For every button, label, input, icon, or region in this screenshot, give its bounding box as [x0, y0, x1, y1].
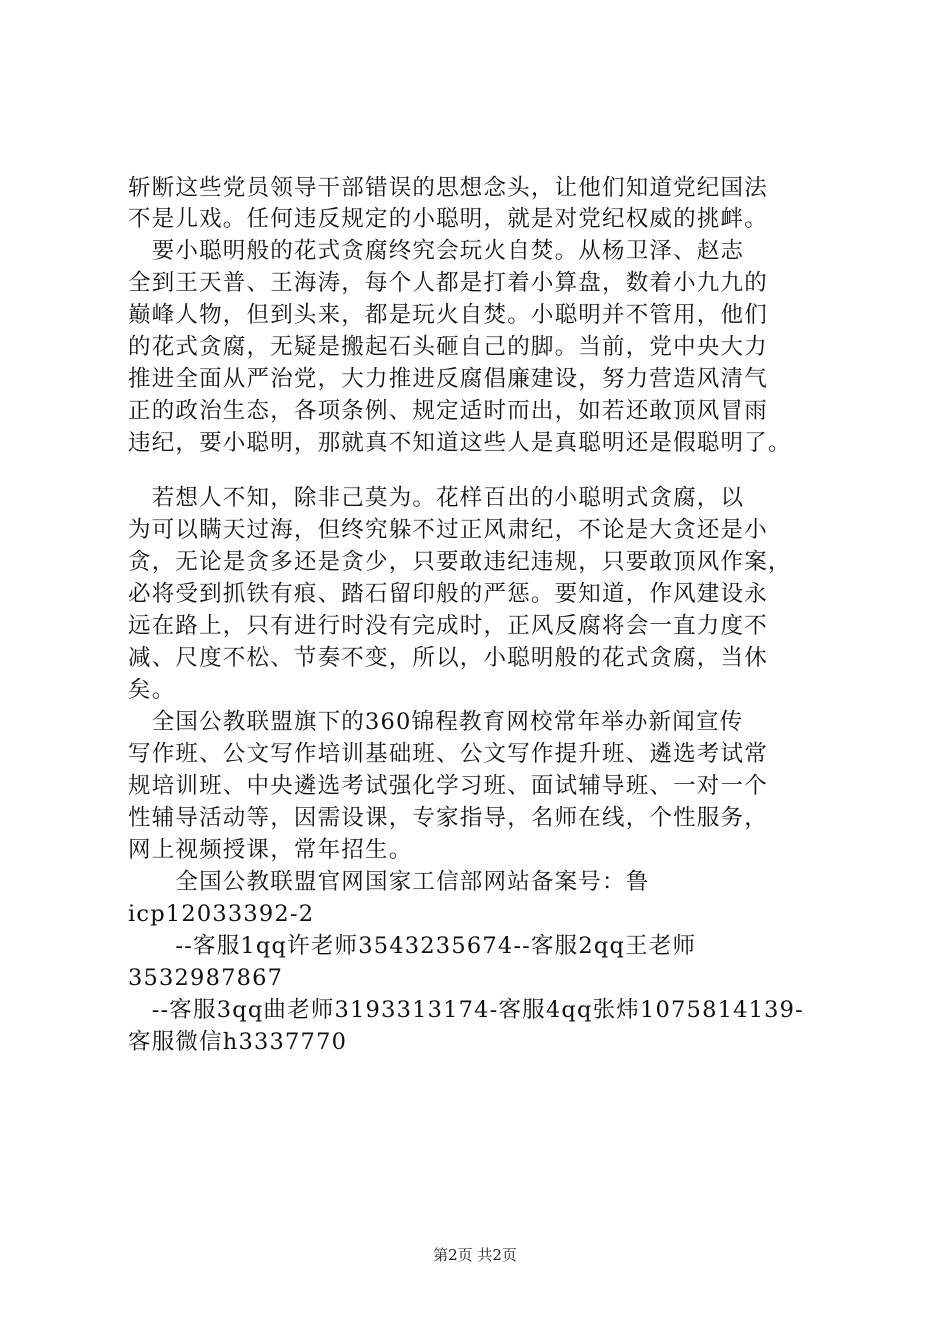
text-line: 远在路上，只有进行时没有完成时，正风反腐将会一直力度不	[128, 613, 768, 639]
text-line: 减、尺度不松、节奏不变，所以，小聪明般的花式贪腐，当休	[128, 645, 768, 671]
text-line: 网上视频授课，常年招生。	[128, 837, 413, 863]
text-line: 斩断这些党员领导干部错误的思想念头，让他们知道党纪国法	[128, 175, 768, 201]
text-line: 要小聪明般的花式贪腐终究会玩火自焚。从杨卫泽、赵志	[128, 238, 745, 264]
text-line: --客服3qq曲老师3193313174-客服4qq张炜1075814139-	[128, 997, 804, 1023]
text-line: 的花式贪腐，无疑是搬起石头砸自己的脚。当前，党中央大力	[128, 334, 768, 360]
text-line: --客服1qq许老师3543235674--客服2qq王老师	[128, 933, 697, 959]
text-line: 写作班、公文写作培训基础班、公文写作提升班、遴选考试常	[128, 741, 768, 767]
text-line: 不是儿戏。任何违反规定的小聪明，就是对党纪权威的挑衅。	[128, 206, 768, 232]
text-line: 正的政治生态，各项条例、规定适时而出，如若还敢顶风冒雨	[128, 398, 768, 424]
text-line: 矣。	[128, 677, 176, 703]
text-line: 全国公教联盟旗下的360锦程教育网校常年举办新闻宣传	[128, 709, 744, 735]
text-line: 违纪，要小聪明，那就真不知道这些人是真聪明还是假聪明了。	[128, 430, 792, 456]
text-line: 推进全面从严治党，大力推进反腐倡廉建设，努力营造风清气	[128, 366, 768, 392]
text-line: 贪，无论是贪多还是贪少，只要敢违纪违规，只要敢顶风作案，	[128, 549, 792, 575]
text-line: 3532987867	[128, 965, 284, 991]
text-line: 若想人不知，除非己莫为。花样百出的小聪明式贪腐，以	[128, 485, 745, 511]
text-line: 性辅导活动等，因需设课，专家指导，名师在线，个性服务，	[128, 805, 768, 831]
page-number-footer: 第2页 共2页	[433, 1246, 517, 1264]
text-line: 全到王天普、王海涛，每个人都是打着小算盘，数着小九九的	[128, 270, 768, 296]
text-line: 必将受到抓铁有痕、踏石留印般的严惩。要知道，作风建设永	[128, 581, 768, 607]
text-line: 客服微信h3337770	[128, 1029, 348, 1055]
text-line: 为可以瞒天过海，但终究躲不过正风肃纪，不论是大贪还是小	[128, 517, 768, 543]
text-line: 规培训班、中央遴选考试强化学习班、面试辅导班、一对一个	[128, 773, 768, 799]
text-line: icp12033392-2	[128, 901, 315, 927]
text-line: 巅峰人物，但到头来，都是玩火自焚。小聪明并不管用，他们	[128, 302, 768, 328]
text-line: 全国公教联盟官网国家工信部网站备案号：鲁	[128, 869, 650, 895]
